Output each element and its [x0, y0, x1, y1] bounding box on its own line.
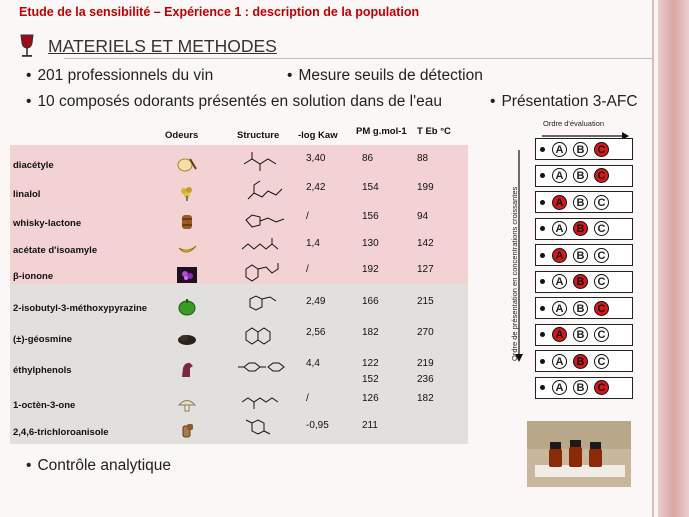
sample-circle-b: B [573, 142, 588, 157]
teb-value: 270 [417, 327, 434, 338]
kaw-value: -0,95 [306, 420, 329, 431]
bullet-professionals: • 201 professionnels du vin [26, 67, 214, 84]
molecule-structure [236, 208, 290, 237]
pm-value: 122 [362, 358, 379, 369]
afc-trial-row [535, 165, 633, 187]
violet-flower-icon [176, 266, 198, 289]
molecule-structure [236, 417, 290, 446]
sample-circle-b: B [573, 354, 588, 369]
col-header-kaw: -log Kaw [298, 130, 338, 141]
compound-name: whisky-lactone [13, 218, 82, 229]
trial-bullet [540, 253, 545, 258]
soil-icon [176, 329, 198, 352]
trial-bullet [540, 385, 545, 390]
slide-title: Etude de la sensibilité – Expérience 1 : description de la population [19, 5, 420, 19]
sample-circle-b: B [573, 327, 588, 342]
heading-divider [64, 58, 654, 59]
kaw-value: 3,40 [306, 153, 326, 164]
sample-circle-b: B [573, 274, 588, 289]
pm-value: 192 [362, 264, 379, 275]
sample-circle-b: B [573, 248, 588, 263]
bullet-analytic-control: • Contrôle analytique [26, 457, 171, 474]
sample-circle-a: A [552, 274, 567, 289]
section-heading: MATERIELS ET METHODES [48, 36, 277, 56]
molecule-structure [236, 235, 290, 264]
compound-name: acétate d'isoamyle [13, 245, 98, 256]
sample-circle-c: C [594, 301, 609, 316]
trial-bullet [540, 173, 545, 178]
afc-trial-row [535, 377, 633, 399]
right-border-line [652, 0, 654, 517]
col-header-odeurs: Odeurs [165, 130, 199, 141]
sample-circle-b: B [573, 380, 588, 395]
teb-value: 142 [417, 238, 434, 249]
sample-circle-c: C [594, 221, 609, 236]
sample-circle-c: C [594, 354, 609, 369]
teb-value: 219 [417, 358, 434, 369]
compound-name: 1-octèn-3-one [13, 400, 76, 411]
order-evaluation-label: Ordre d'évaluation [543, 119, 605, 128]
afc-trial-row [535, 297, 633, 319]
molecule-structure [236, 150, 290, 179]
sample-circle-a: A [552, 195, 567, 210]
sample-circle-b: B [573, 301, 588, 316]
sample-circle-a: A [552, 168, 567, 183]
kaw-value: 2,49 [306, 296, 326, 307]
molecule-structure [236, 179, 290, 208]
kaw-value: 2,56 [306, 327, 326, 338]
compound-name: diacétyle [13, 160, 54, 171]
compound-name: 2-isobutyl-3-méthoxypyrazine [13, 303, 148, 314]
pm-value: 130 [362, 238, 379, 249]
afc-trial-row [535, 244, 633, 266]
sample-circle-c: C [594, 327, 609, 342]
teb-value: 94 [417, 211, 429, 222]
trial-bullet [540, 200, 545, 205]
col-header-pm: PM g.mol-1 [356, 126, 407, 137]
molecule-structure [236, 261, 290, 290]
molecule-structure [236, 324, 290, 353]
green-pepper-icon [176, 298, 198, 321]
compound-name: éthylphenols [13, 365, 72, 376]
trial-bullet [540, 332, 545, 337]
sample-circle-c: C [594, 195, 609, 210]
bullet-compounds: • 10 composés odorants présentés en solution dans de l'eau [26, 93, 442, 110]
teb-value: 88 [417, 153, 429, 164]
bullet-thresholds: • Mesure seuils de détection [287, 67, 483, 84]
teb-value: 236 [417, 374, 434, 385]
sample-circle-b: B [573, 168, 588, 183]
pm-value: 211 [362, 420, 378, 431]
teb-value: 215 [417, 296, 434, 307]
pm-value: 126 [362, 393, 379, 404]
banana-icon [176, 240, 198, 263]
pm-value: 86 [362, 153, 374, 164]
sample-circle-a: A [552, 221, 567, 236]
col-header-structure: Structure [237, 130, 280, 141]
kaw-value: / [306, 211, 309, 222]
trial-bullet [540, 226, 545, 231]
compound-name: β-ionone [13, 271, 54, 282]
trial-bullet [540, 359, 545, 364]
kaw-value: / [306, 393, 309, 404]
trial-bullet [540, 147, 545, 152]
barrel-icon [176, 213, 198, 236]
trial-bullet [540, 306, 545, 311]
sample-circle-a: A [552, 354, 567, 369]
sample-circle-c: C [594, 248, 609, 263]
sample-vials-photo [527, 421, 631, 487]
sample-circle-b: B [573, 221, 588, 236]
flower-bunch-icon [176, 184, 198, 207]
right-decorative-bar [658, 0, 689, 517]
sample-circle-b: B [573, 195, 588, 210]
compound-name: (±)-géosmine [13, 334, 73, 345]
col-header-teb: T Eb °C [417, 126, 451, 137]
afc-trial-row [535, 218, 633, 240]
kaw-value: 2,42 [306, 182, 326, 193]
horse-icon [176, 360, 198, 383]
sample-circle-a: A [552, 142, 567, 157]
sample-circle-c: C [594, 274, 609, 289]
molecule-structure [236, 355, 290, 384]
kaw-value: 1,4 [306, 238, 320, 249]
pm-value: 156 [362, 211, 379, 222]
sample-circle-a: A [552, 327, 567, 342]
pm-value: 154 [362, 182, 379, 193]
afc-trial-row [535, 138, 633, 160]
afc-trial-row [535, 191, 633, 213]
afc-trial-row [535, 271, 633, 293]
sample-circle-a: A [552, 301, 567, 316]
mushroom-icon [176, 395, 198, 418]
order-concentration-label: Ordre de présentation en concentrations croissantes [510, 186, 519, 361]
sample-circle-a: A [552, 380, 567, 395]
kaw-value: / [306, 264, 309, 275]
cork-icon [176, 422, 198, 445]
kaw-value: 4,4 [306, 358, 320, 369]
pm-value: 152 [362, 374, 379, 385]
trial-bullet [540, 279, 545, 284]
sample-circle-c: C [594, 168, 609, 183]
butter-icon [176, 155, 198, 178]
molecule-structure [236, 390, 290, 419]
pm-value: 182 [362, 327, 379, 338]
bullet-3afc: • Présentation 3-AFC [490, 93, 638, 110]
compound-name: 2,4,6-trichloroanisole [13, 427, 109, 438]
afc-trial-row [535, 324, 633, 346]
sample-circle-c: C [594, 142, 609, 157]
afc-trial-row [535, 350, 633, 372]
teb-value: 127 [417, 264, 434, 275]
compound-name: linalol [13, 189, 41, 200]
sample-circle-c: C [594, 380, 609, 395]
wine-glass-icon [17, 33, 37, 64]
sample-circle-a: A [552, 248, 567, 263]
molecule-structure [236, 293, 290, 322]
pm-value: 166 [362, 296, 379, 307]
teb-value: 182 [417, 393, 434, 404]
teb-value: 199 [417, 182, 434, 193]
